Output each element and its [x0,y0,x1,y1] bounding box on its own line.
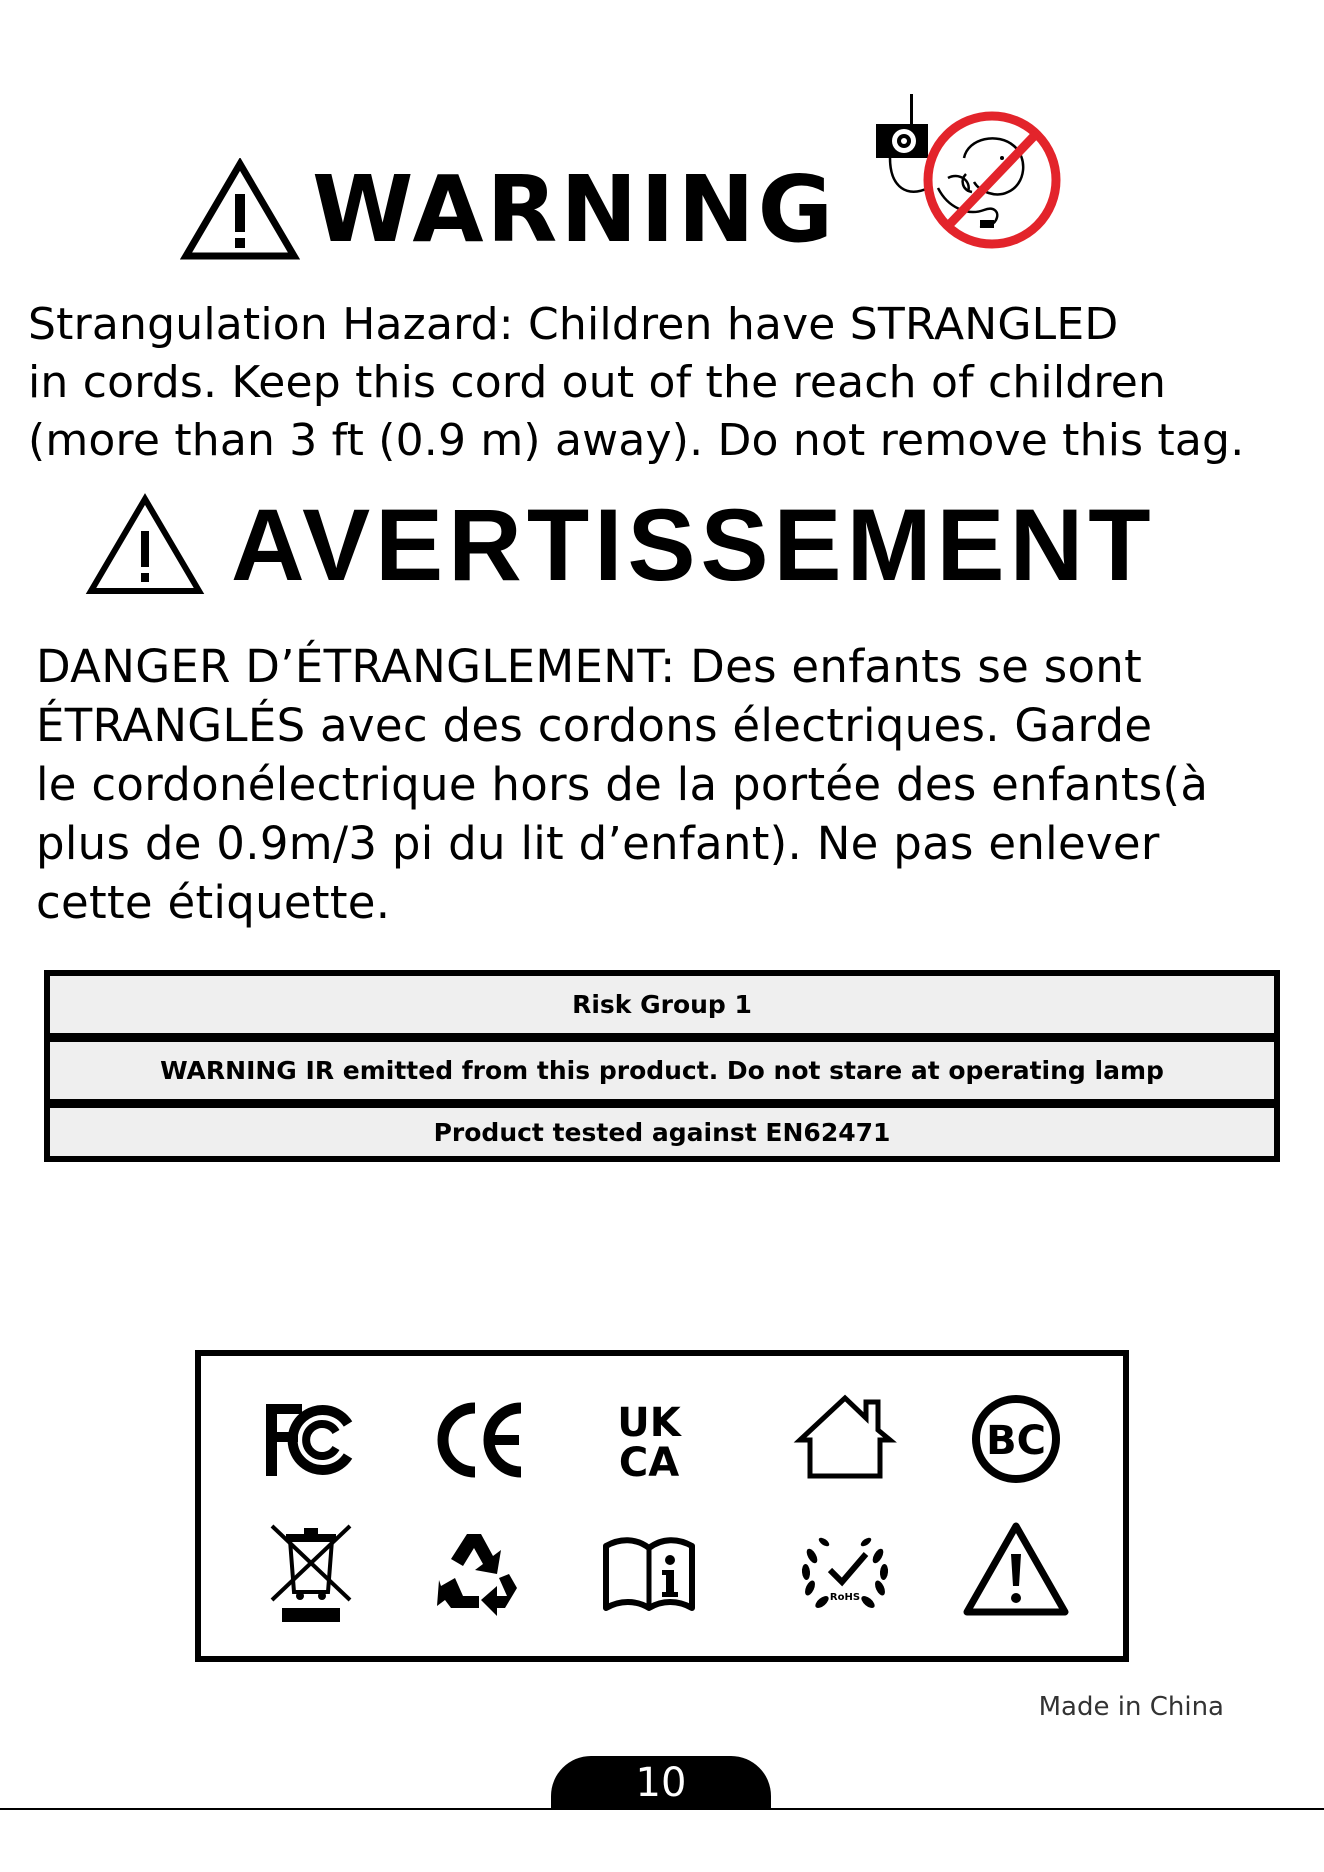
bc-mark-icon [961,1384,1071,1494]
avertissement-heading [85,490,1156,600]
warning-heading [180,155,836,265]
warning-body-en: Strangulation Hazard: Children have STRANGLED in cords. Keep this cord out of the reach of children (more than 3 ft (0.9 m) away). Do not remove this tag. [28,299,1245,466]
avertissement-title: AVERTISSEMENT [231,488,1156,602]
no-baby-cord-icon [868,88,1078,260]
risk-row-group: Risk Group 1 [50,976,1274,1033]
rohs-icon [790,1516,900,1626]
warning-body-fr: DANGER D’ÉTRANGLEMENT: Des enfants se sont ÉTRANGLÉS avec des cordons électriques. Garde le cordonélectrique hors de la portée des enfants(à plus de 0.9m/3 pi du lit d’enfant). Ne pas enlever cette étiquette. [36,640,1209,929]
fcc-mark-icon [256,1384,366,1494]
risk-group-table [44,970,1280,1162]
bc-text: BC [986,1418,1046,1464]
risk-row-standard: Product tested against EN62471 [50,1108,1274,1156]
weee-crossed-bin-icon [256,1516,366,1626]
indoor-use-house-icon [790,1384,900,1494]
ukca-mark-icon [594,1384,704,1494]
warning-triangle-icon [85,493,205,597]
warning-triangle-icon [180,158,300,262]
made-in-label: Made in China [1038,1692,1224,1722]
read-manual-icon [594,1516,704,1626]
recycle-icon [423,1516,533,1626]
ce-mark-icon [423,1384,533,1494]
ukca-top-text: UK [617,1400,681,1446]
page-number: 10 [551,1756,771,1810]
rohs-text: RoHS [829,1592,861,1603]
ukca-bottom-text: CA [618,1440,680,1486]
certification-marks-box [195,1350,1129,1662]
caution-triangle-icon [961,1516,1071,1626]
warning-title: WARNING [312,156,837,263]
risk-row-ir-warning: WARNING IR emitted from this product. Do not stare at operating lamp [50,1042,1274,1099]
